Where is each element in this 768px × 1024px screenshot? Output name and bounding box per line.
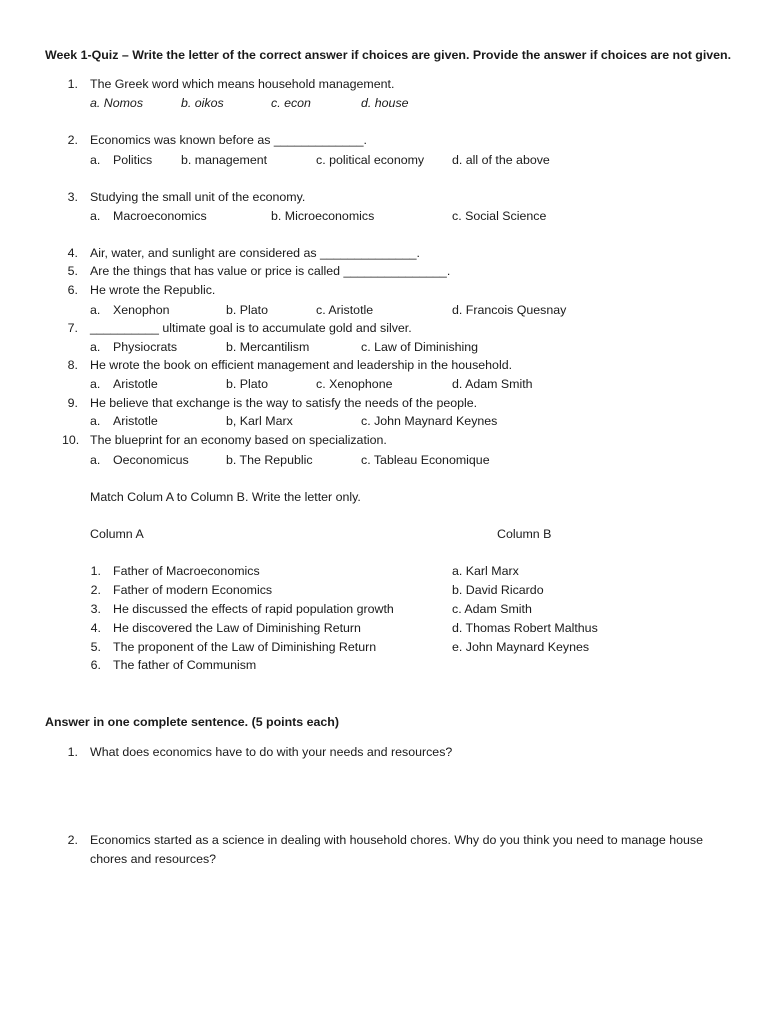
column-a-number: 1. [90,564,101,578]
column-b-item: a. Karl Marx [452,564,519,578]
column-a-item: Father of modern Economics [113,583,273,597]
choice-a-letter: a. [90,377,101,391]
column-a-item: The father of Communism [113,658,257,672]
column-a-number: 5. [90,640,101,654]
choice-a-letter: a. [90,153,101,167]
column-a-item: Father of Macroeconomics [113,564,260,578]
quiz-header: Week 1-Quiz – Write the letter of the correct answer if choices are given. Provide the answer if choices are not given. [45,48,732,62]
question-text: He wrote the book on efficient management and leadership in the household. [90,358,513,372]
essay-question: What does economics have to do with your needs and resources? [90,745,453,759]
question-text: Air, water, and sunlight are considered as ______________. [90,246,420,260]
choice-a: Xenophon [113,303,170,317]
choice-a: Politics [113,153,153,167]
choice-d: d. all of the above [452,153,550,167]
choice-d: d. Adam Smith [452,377,533,391]
question-text: Are the things that has value or price is called _______________. [90,264,451,278]
choice-b: b. management [181,153,268,167]
choice-a: Physiocrats [113,340,178,354]
column-a-item: He discovered the Law of Diminishing Return [113,621,361,635]
choice-a: Aristotle [113,377,158,391]
essay-number: 2. [67,833,78,847]
choice-a-letter: a. [90,209,101,223]
question-text: Economics was known before as _____________. [90,133,367,147]
question-text: __________ ultimate goal is to accumulate gold and silver. [90,321,412,335]
choice-a: Macroeconomics [113,209,207,223]
choice-c: c. political economy [316,153,425,167]
choice-d: d. house [361,96,409,110]
column-a-number: 6. [90,658,101,672]
column-a-number: 4. [90,621,101,635]
column-b-item: b. David Ricardo [452,583,544,597]
question-number: 7. [67,321,78,335]
column-a-number: 3. [90,602,101,616]
question-text: He wrote the Republic. [90,283,216,297]
question-number: 4. [67,246,78,260]
choice-b: b. oikos [181,96,224,110]
choice-c: c. Social Science [452,209,547,223]
column-a-title: Column A [90,527,144,541]
choice-a: a. Nomos [90,96,144,110]
choice-a-letter: a. [90,303,101,317]
column-b-item: e. John Maynard Keynes [452,640,590,654]
column-a-number: 2. [90,583,101,597]
choice-c: c. John Maynard Keynes [361,414,498,428]
choice-d: d. Francois Quesnay [452,303,567,317]
choice-c: c. Law of Diminishing [361,340,479,354]
choice-b: b. Microeconomics [271,209,375,223]
choice-b: b, Karl Marx [226,414,293,428]
essay-question: Economics started as a science in dealing with household chores. Why do you think you need to manage house [90,833,704,847]
essay-question-continued: chores and resources? [90,852,217,866]
choice-a: Aristotle [113,414,158,428]
choice-b: b. Mercantilism [226,340,310,354]
question-number: 6. [67,283,78,297]
question-number: 2. [67,133,78,147]
column-b-title: Column B [497,527,552,541]
question-text: The blueprint for an economy based on specialization. [90,433,387,447]
question-number: 10. [62,433,80,447]
column-a-item: The proponent of the Law of Diminishing Return [113,640,377,654]
choice-a-letter: a. [90,414,101,428]
question-number: 1. [67,77,78,91]
question-number: 5. [67,264,78,278]
choice-c: c. Aristotle [316,303,374,317]
choice-b: b. The Republic [226,453,313,467]
question-text: He believe that exchange is the way to satisfy the needs of the people. [90,396,478,410]
question-number: 3. [67,190,78,204]
choice-b: b. Plato [226,377,269,391]
column-a-item: He discussed the effects of rapid population growth [113,602,394,616]
choice-a: Oeconomicus [113,453,189,467]
question-number: 8. [67,358,78,372]
column-b-item: c. Adam Smith [452,602,532,616]
question-text: The Greek word which means household management. [90,77,395,91]
choice-c: c. Tableau Economique [361,453,490,467]
question-text: Studying the small unit of the economy. [90,190,306,204]
essay-number: 1. [67,745,78,759]
matching-instruction: Match Colum A to Column B. Write the letter only. [90,490,361,504]
choice-a-letter: a. [90,340,101,354]
essay-title: Answer in one complete sentence. (5 points each) [45,715,340,729]
choice-c: c. econ [271,96,311,110]
choice-c: c. Xenophone [316,377,393,391]
choice-a-letter: a. [90,453,101,467]
question-number: 9. [67,396,78,410]
column-b-item: d. Thomas Robert Malthus [452,621,598,635]
choice-b: b. Plato [226,303,269,317]
